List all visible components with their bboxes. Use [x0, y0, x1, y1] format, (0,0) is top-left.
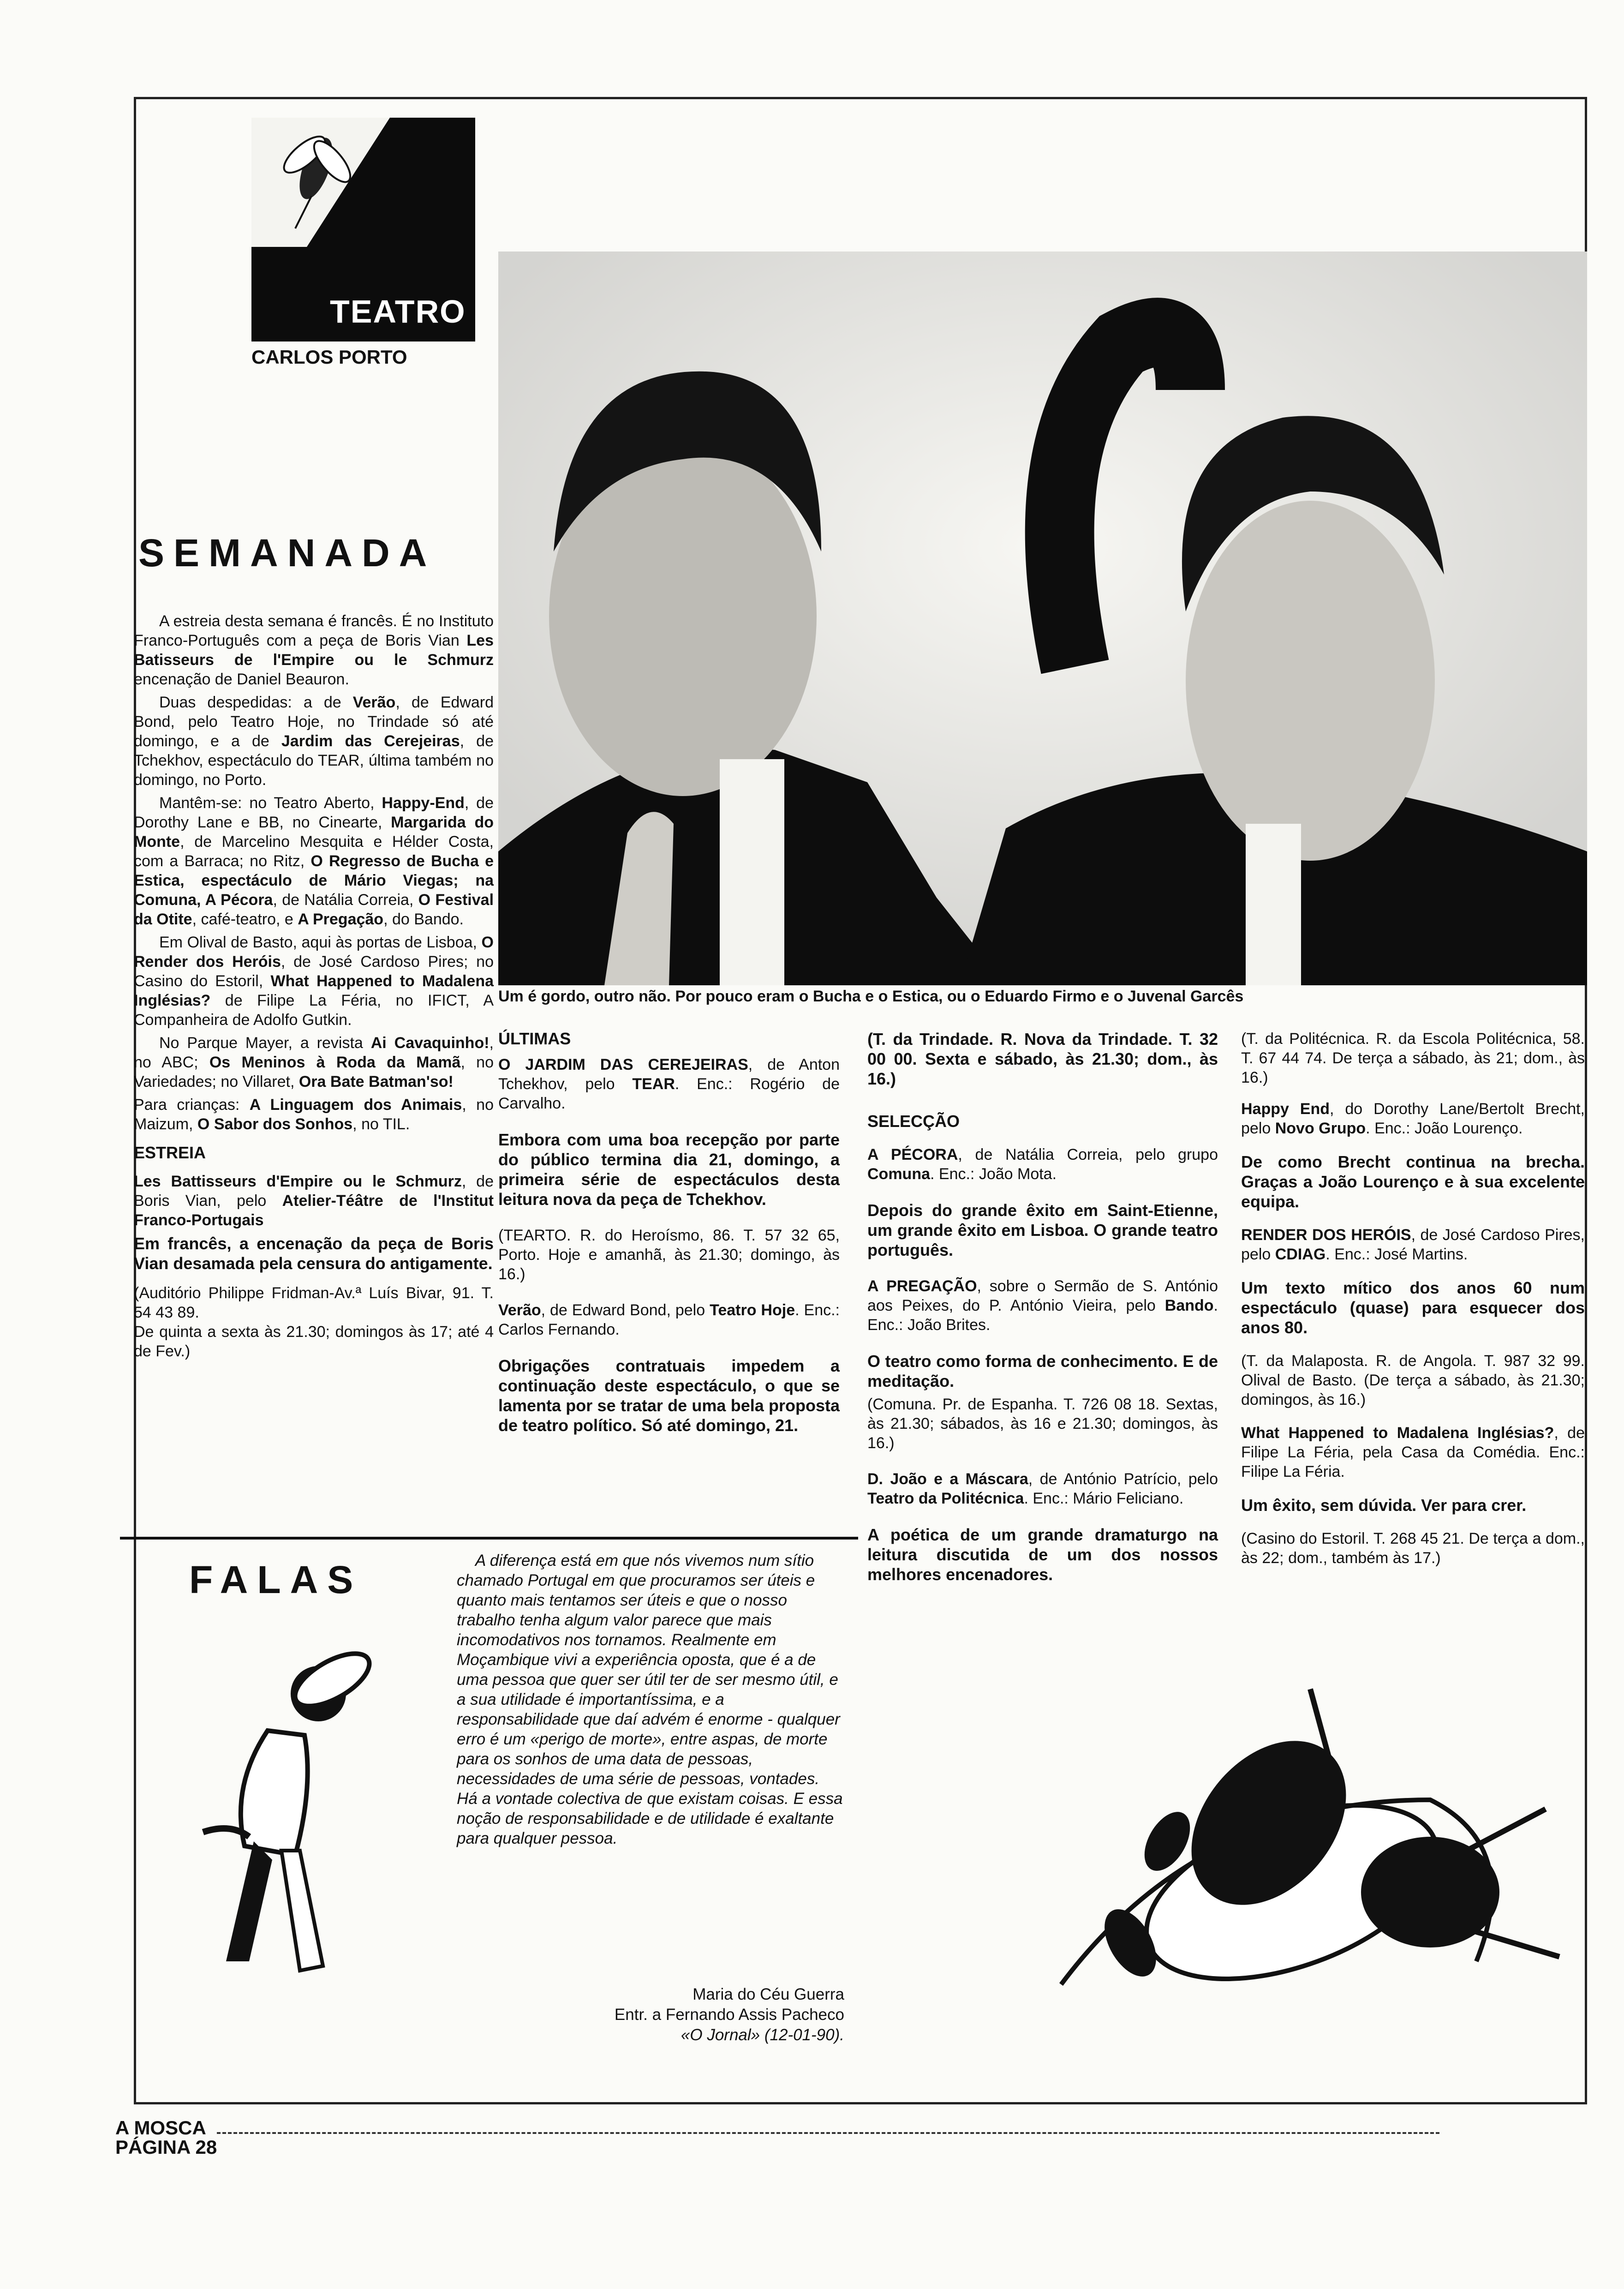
- listing-entry: D. João e a Máscara, de António Patrício, pelo Teatro da Politécnica. Enc.: Mário Feliciano.: [867, 1470, 1218, 1507]
- estreia-note: Em francês, a encenação da peça de Boris Vian desamada pela censura do antigamente.: [134, 1234, 494, 1273]
- listing-note: Embora com uma boa recepção por parte do público termina dia 21, domingo, a primeira série de espectáculos desta leitura nova da peça de Tchekhov.: [498, 1130, 840, 1209]
- photo-caption: Um é gordo, outro não. Por pouco eram o Bucha e o Estica, ou o Eduardo Firmo e o Juvenal Garcês: [498, 988, 1244, 1005]
- listing-info: (TEARTO. R. do Heroísmo, 86. T. 57 32 65, Porto. Hoje e amanhã, às 21.30; domingo, às 16.): [498, 1227, 840, 1283]
- quote-source: «O Jornal» (12-01-90).: [681, 2026, 844, 2044]
- falas-illustration: [175, 1638, 434, 2054]
- listing-entry: A PREGAÇÃO, sobre o Sermão de S. António aos Peixes, do P. António Vieira, pelo Bando. Enc.: João Brites.: [867, 1277, 1218, 1334]
- fly-illustration: [1015, 1661, 1592, 2054]
- estreia-entry: Les Battisseurs d'Empire ou le Schmurz, de Boris Vian, pelo Atelier-Téâtre de l'Institut Franco-Portugais: [134, 1173, 494, 1229]
- estreia-info: De quinta a sexta às 21.30; domingos às 17; até 4 de Fev.): [134, 1323, 494, 1360]
- listing-info: (T. da Malaposta. R. de Angola. T. 987 32 99. Olival de Basto. (De terça a sábado, às 21.30; domingos, às 16.): [1241, 1352, 1585, 1408]
- falas-quote: A diferença está em que nós vivemos num sítio chamado Portugal em que procuramos ser úteis e quanto mais tentamos ser úteis e que o nosso trabalho tenha algum valor parece que mais incomodativos nos tornamos. Realmente em Moçambique vivi a experiência oposta, que é a de uma pessoa que quer ser útil ter de ser mesmo útil, e a sua utilidade é importantíssima, e a responsabilidade que daí advém é enorme - qualquer erro é um «perigo de morte», entre aspas, de morte para os sonhos de uma data de pessoas, necessidades de uma série de pessoas, vontades. Há a vontade colectiva de que existam coisas. E essa noção de responsabilidade e de utilidade é exaltante para qualquer pessoa.: [457, 1552, 843, 1847]
- listing-note: Obrigações contratuais impedem a continuação deste espectáculo, o que se lamenta por se tratar de uma bela proposta de teatro político. Só até domingo, 21.: [498, 1356, 840, 1435]
- photo-image: [498, 252, 1587, 985]
- listing-note: O teatro como forma de conhecimento. E de meditação.: [867, 1352, 1218, 1390]
- ultimas-column: [498, 1029, 840, 1439]
- estreia-heading: ESTREIA: [134, 1143, 206, 1162]
- semanada-paragraph: No Parque Mayer, a revista Ai Cavaquinho!, no ABC; Os Meninos à Roda da Mamã, no Variedades; no Villaret, Ora Bate Batman'so!: [134, 1034, 494, 1091]
- seleccao-column-2: [1241, 1029, 1585, 1571]
- ultimas-heading: ÚLTIMAS: [498, 1029, 571, 1048]
- seleccao-heading: SELECÇÃO: [867, 1112, 960, 1131]
- falas-divider: [120, 1537, 858, 1540]
- semanada-paragraph: Para crianças: A Linguagem dos Animais, no Maizum, O Sabor dos Sonhos, no TIL.: [134, 1096, 494, 1133]
- listing-entry: Happy End, do Dorothy Lane/Bertolt Brecht, pelo Novo Grupo. Enc.: João Lourenço.: [1241, 1100, 1585, 1137]
- falas-title: FALAS: [189, 1558, 363, 1601]
- semanada-paragraph: Mantêm-se: no Teatro Aberto, Happy-End, de Dorothy Lane e BB, no Cinearte, Margarida do Monte, de Marcelino Mesquita e Hélder Costa, com a Barraca; no Ritz, O Regresso de Bucha e Estica, espectáculo de Mário Viegas; na Comuna, A Pécora, de Natália Correia, O Festival da Otite, café-teatro, e A Pregação, do Bando.: [134, 794, 494, 928]
- listing-note: Depois do grande êxito em Saint-Etienne, um grande êxito em Lisboa. O grande teatro português.: [867, 1201, 1218, 1259]
- listing-note: Um êxito, sem dúvida. Ver para crer.: [1241, 1496, 1527, 1515]
- photo: [498, 252, 1587, 985]
- listing-info: (T. da Politécnica. R. da Escola Politécnica, 58. T. 67 44 74. De terça a sábado, às 21; dom., às 16.): [1241, 1030, 1585, 1086]
- listing-note: De como Brecht continua na brecha. Graças a João Lourenço e à sua excelente equipa.: [1241, 1152, 1585, 1211]
- quote-author: Maria do Céu Guerra: [693, 1985, 844, 2003]
- byline: CARLOS PORTO: [251, 346, 407, 368]
- publication-name: A MOSCA: [115, 2117, 206, 2139]
- listing-info: (Comuna. Pr. de Espanha. T. 726 08 18. Sextas, às 21.30; sábados, às 16 e 21.30; domingos, às 16.): [867, 1396, 1218, 1452]
- semanada-paragraph: Duas despedidas: a de Verão, de Edward Bond, pelo Teatro Hoje, no Trindade só até domingo, e a de Jardim das Cerejeiras, de Tchekhov, espectáculo do TEAR, última também no domingo, no Porto.: [134, 694, 494, 789]
- section-logo: [251, 118, 475, 342]
- listing-entry: O JARDIM DAS CEREJEIRAS, de Anton Tchekhov, pelo TEAR. Enc.: Rogério de Carvalho.: [498, 1056, 840, 1112]
- listing-info: (T. da Trindade. R. Nova da Trindade. T. 32 00 00. Sexta e sábado, às 21.30; dom., às 16.): [867, 1030, 1218, 1088]
- estreia-info: (Auditório Philippe Fridman-Av.ª Luís Bivar, 91. T. 54 43 89.: [134, 1284, 494, 1321]
- listing-note: Um texto mítico dos anos 60 num espectáculo (quase) para esquecer dos anos 80.: [1241, 1278, 1585, 1337]
- listing-info: (Casino do Estoril. T. 268 45 21. De terça a dom., às 22; dom., também às 17.): [1241, 1530, 1585, 1567]
- listing-entry: A PÉCORA, de Natália Correia, pelo grupo Comuna. Enc.: João Mota.: [867, 1146, 1218, 1183]
- semanada-title: SEMANADA: [138, 531, 436, 575]
- footer: [115, 2118, 217, 2157]
- listing-entry: Verão, de Edward Bond, pelo Teatro Hoje. Enc.: Carlos Fernando.: [498, 1301, 840, 1338]
- semanada-paragraph: A estreia desta semana é francês. É no Instituto Franco-Português com a peça de Boris Vian Les Batisseurs de l'Empire ou le Schmurz encenação de Daniel Beauron.: [134, 612, 494, 688]
- listing-note: A poética de um grande dramaturgo na leitura discutida de um dos nossos melhores encenadores.: [867, 1525, 1218, 1584]
- seleccao-column: [867, 1029, 1218, 1588]
- semanada-column: [134, 611, 494, 1365]
- quote-source: Entr. a Fernando Assis Pacheco: [614, 2006, 844, 2024]
- logo-label: TEATRO: [330, 294, 466, 330]
- listing-entry: What Happened to Madalena Inglésias?, de Filipe La Féria, pela Casa da Comédia. Enc.: Filipe La Féria.: [1241, 1424, 1585, 1480]
- listing-entry: RENDER DOS HERÓIS, de José Cardoso Pires, pelo CDIAG. Enc.: José Martins.: [1241, 1226, 1585, 1263]
- footer-rule: [217, 2132, 1439, 2134]
- quote-attribution: [457, 1984, 844, 2045]
- page-number: PÁGINA 28: [115, 2136, 217, 2158]
- semanada-paragraph: Em Olival de Basto, aqui às portas de Lisboa, O Render dos Heróis, de José Cardoso Pires; no Casino do Estoril, What Happened to Madalena Inglésias? de Filipe La Féria, no IFICT, A Companheira de Adolfo Gutkin.: [134, 934, 494, 1029]
